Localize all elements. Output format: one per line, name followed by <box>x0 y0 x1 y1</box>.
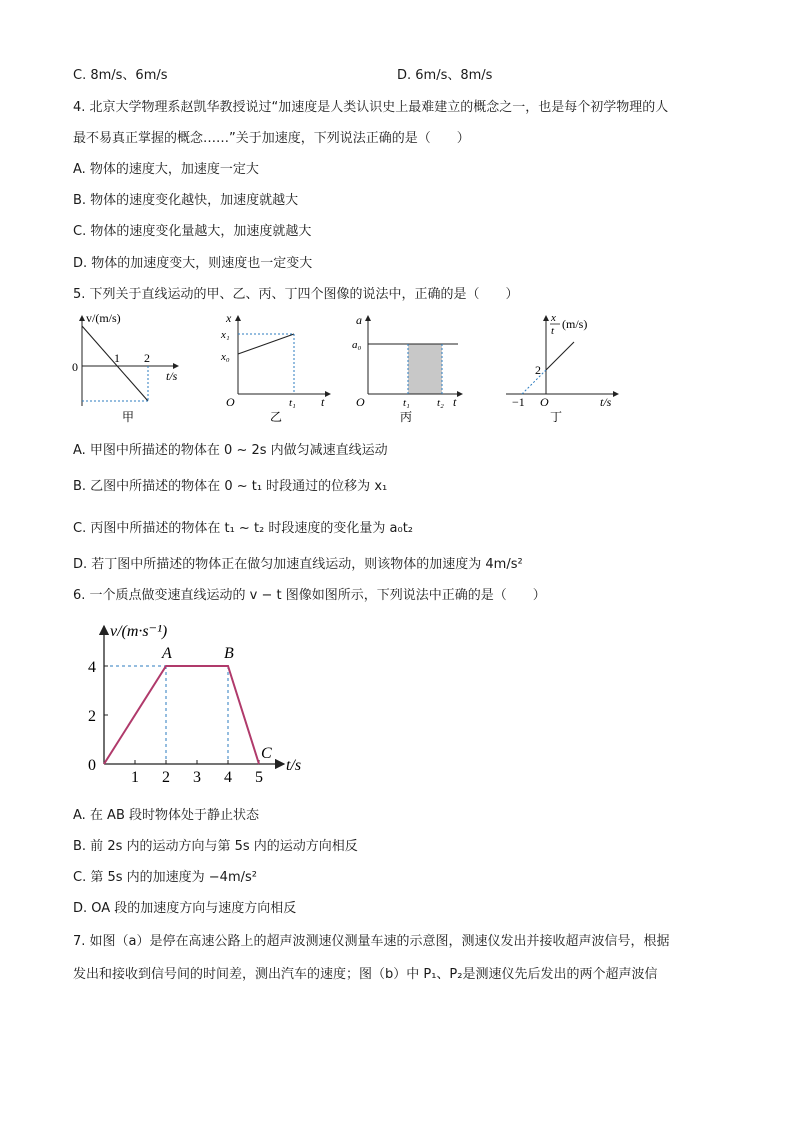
vt-x-tick-label: 2 <box>162 769 170 786</box>
graph-ding <box>498 308 628 428</box>
bing-shaded-area <box>408 344 442 394</box>
q5-option-a: A. 甲图中所描述的物体在 0 ~ 2s 内做匀减速直线运动 <box>73 443 388 458</box>
ding-intercept: 2 <box>535 363 541 377</box>
vt-ylabel: v/(m·s⁻¹) <box>110 623 168 640</box>
yi-x1-label: x₁ <box>221 329 230 341</box>
q7-line1: 7. 如图（a）是停在高速公路上的超声波测速仪测量车速的示意图，测速仪发出并接收超声波信号，根据 <box>73 934 670 949</box>
vt-point-label-b: B <box>224 645 234 662</box>
bing-t2-label: t₂ <box>437 397 444 409</box>
ding-ylabel-den: t <box>551 325 555 337</box>
q6-option-d: D. OA 段的加速度方向与速度方向相反 <box>73 901 297 916</box>
q6-option-c: C. 第 5s 内的加速度为 −4m/s² <box>73 870 257 885</box>
yi-line <box>238 334 294 354</box>
vt-point-label-c: C <box>261 745 272 762</box>
ding-ylabel-num: x <box>551 312 556 324</box>
vt-y-tick-label: 0 <box>88 757 96 774</box>
ding-origin: O <box>540 395 549 409</box>
bing-caption: 丙 <box>400 410 413 424</box>
jia-ylabel: v/(m/s) <box>86 311 121 325</box>
q5-option-c: C. 丙图中所描述的物体在 t₁ ~ t₂ 时段速度的变化量为 a₀t₂ <box>73 521 413 536</box>
q5-stem: 5. 下列关于直线运动的甲、乙、丙、丁四个图像的说法中，正确的是（ ） <box>73 287 519 302</box>
ding-ylabel-unit: (m/s) <box>562 317 588 331</box>
graph-jia <box>70 308 190 428</box>
jia-caption: 甲 <box>122 410 135 424</box>
graph-bing <box>350 308 470 428</box>
q4-option-b: B. 物体的速度变化越快，加速度就越大 <box>73 193 299 208</box>
q5-option-b: B. 乙图中所描述的物体在 0 ~ t₁ 时段通过的位移为 x₁ <box>73 479 388 494</box>
q5-option-d: D. 若丁图中所描述的物体正在做匀加速直线运动，则该物体的加速度为 4m/s² <box>73 557 523 572</box>
vt-chart <box>80 618 320 788</box>
vt-y-tick-label: 2 <box>88 708 96 725</box>
jia-tick1: 1 <box>114 351 120 365</box>
bing-origin: O <box>356 395 365 409</box>
vt-xlabel: t/s <box>286 757 302 774</box>
q4-option-a: A. 物体的速度大，加速度一定大 <box>73 162 259 177</box>
yi-origin: O <box>226 395 235 409</box>
q4-stem-line1: 4. 北京大学物理系赵凯华教授说过“加速度是人类认识史上最难建立的概念之一，也是每个初学物理的人 <box>73 100 669 115</box>
q4-option-d: D. 物体的加速度变大，则速度也一定变大 <box>73 256 313 271</box>
vt-point-label-a: A <box>162 645 172 662</box>
q4-option-c: C. 物体的速度变化量越大，加速度就越大 <box>73 224 312 239</box>
q6-option-b: B. 前 2s 内的运动方向与第 5s 内的运动方向相反 <box>73 839 358 854</box>
ding-extension <box>522 370 546 394</box>
q3-option-c: C. 8m/s、6m/s <box>73 68 168 83</box>
ding-neg1: −1 <box>512 395 525 409</box>
vt-x-tick-label: 5 <box>255 769 263 786</box>
vt-x-tick-label: 4 <box>224 769 232 786</box>
graph-yi <box>218 308 338 428</box>
q6-option-a: A. 在 AB 段时物体处于静止状态 <box>73 808 260 823</box>
bing-a0-label: a₀ <box>352 339 362 351</box>
jia-origin: 0 <box>72 360 78 374</box>
vt-x-tick-label: 3 <box>193 769 201 786</box>
bing-t1-label: t₁ <box>403 397 410 409</box>
jia-tick2: 2 <box>144 351 150 365</box>
q4-stem-line2: 最不易真正掌握的概念……”关于加速度，下列说法正确的是（ ） <box>73 131 470 146</box>
ding-caption: 丁 <box>550 410 563 424</box>
jia-xlabel: t/s <box>166 369 178 383</box>
ding-line <box>546 342 574 370</box>
yi-x0-label: x₀ <box>221 351 230 363</box>
vt-y-tick-label: 4 <box>88 659 96 676</box>
yi-caption: 乙 <box>270 410 283 424</box>
q7-line2: 发出和接收到信号间的时间差，测出汽车的速度；图（b）中 P₁、P₂是测速仪先后发出的两个超声波信 <box>73 967 658 982</box>
q6-stem: 6. 一个质点做变速直线运动的 v − t 图像如图所示，下列说法中正确的是（ ） <box>73 588 546 603</box>
yi-xlabel: t <box>321 395 325 409</box>
bing-ylabel: a <box>356 313 362 327</box>
bing-xlabel: t <box>453 395 457 409</box>
vt-series-line <box>104 666 259 764</box>
ding-xlabel: t/s <box>600 395 612 409</box>
vt-x-tick-label: 1 <box>131 769 139 786</box>
q3-option-d: D. 6m/s、8m/s <box>397 68 493 83</box>
yi-t1-label: t₁ <box>289 397 296 409</box>
yi-ylabel: x <box>226 311 232 325</box>
